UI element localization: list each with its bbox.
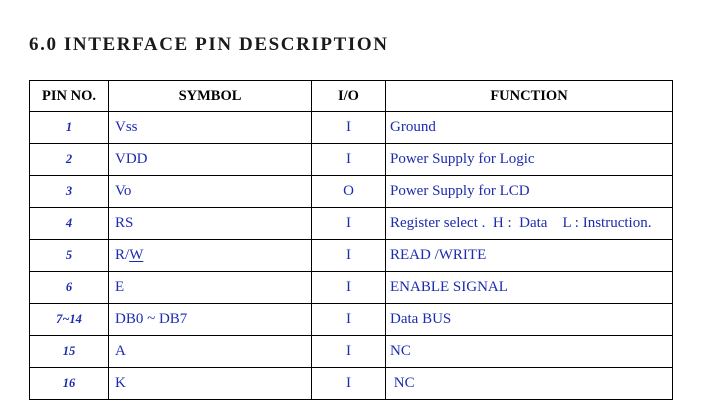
pin-symbol: Vss bbox=[109, 112, 312, 144]
symbol-prefix: R/ bbox=[115, 247, 130, 263]
table-row bbox=[30, 304, 673, 336]
pin-symbol: DB0 ~ DB7 bbox=[109, 304, 312, 336]
pin-function: ENABLE SIGNAL bbox=[386, 272, 673, 304]
pin-description-table bbox=[29, 80, 673, 400]
pin-symbol: VDD bbox=[109, 144, 312, 176]
pin-number: 16 bbox=[30, 368, 109, 400]
pin-io: I bbox=[312, 240, 386, 272]
table-row bbox=[30, 272, 673, 304]
header-row bbox=[30, 81, 673, 112]
pin-function: Data BUS bbox=[386, 304, 673, 336]
pin-number: 15 bbox=[30, 336, 109, 368]
pin-number: 2 bbox=[30, 144, 109, 176]
pin-function: Register select . H : Data L : Instruction. bbox=[386, 208, 673, 240]
table-row bbox=[30, 144, 673, 176]
header-symbol: SYMBOL bbox=[109, 81, 312, 112]
section-title: 6.0 INTERFACE PIN DESCRIPTION bbox=[29, 34, 389, 55]
pin-symbol: E bbox=[109, 272, 312, 304]
table-row bbox=[30, 240, 673, 272]
table-row bbox=[30, 208, 673, 240]
pin-io: I bbox=[312, 272, 386, 304]
pin-io: I bbox=[312, 304, 386, 336]
header-pin-no: PIN NO. bbox=[30, 81, 109, 112]
header-io: I/O bbox=[312, 81, 386, 112]
table-row bbox=[30, 336, 673, 368]
table-row bbox=[30, 176, 673, 208]
pin-io: I bbox=[312, 208, 386, 240]
table-body bbox=[30, 112, 673, 400]
pin-function: Power Supply for Logic bbox=[386, 144, 673, 176]
symbol-active-low: W bbox=[129, 247, 144, 263]
pin-number: 4 bbox=[30, 208, 109, 240]
header-function: FUNCTION bbox=[386, 81, 673, 112]
pin-function: READ /WRITE bbox=[386, 240, 673, 272]
pin-io: O bbox=[312, 176, 386, 208]
pin-number: 3 bbox=[30, 176, 109, 208]
pin-symbol bbox=[109, 240, 312, 272]
table-header bbox=[30, 81, 673, 112]
table-row bbox=[30, 368, 673, 400]
pin-symbol: K bbox=[109, 368, 312, 400]
pin-io: I bbox=[312, 144, 386, 176]
pin-number: 1 bbox=[30, 112, 109, 144]
pin-symbol: A bbox=[109, 336, 312, 368]
pin-function: Power Supply for LCD bbox=[386, 176, 673, 208]
table-row bbox=[30, 112, 673, 144]
pin-io: I bbox=[312, 336, 386, 368]
pin-function: NC bbox=[386, 336, 673, 368]
pin-number: 6 bbox=[30, 272, 109, 304]
pin-number: 7~14 bbox=[30, 304, 109, 336]
pin-function: NC bbox=[386, 368, 673, 400]
pin-number: 5 bbox=[30, 240, 109, 272]
pin-function: Ground bbox=[386, 112, 673, 144]
pin-io: I bbox=[312, 368, 386, 400]
pin-symbol: RS bbox=[109, 208, 312, 240]
pin-io: I bbox=[312, 112, 386, 144]
pin-symbol: Vo bbox=[109, 176, 312, 208]
